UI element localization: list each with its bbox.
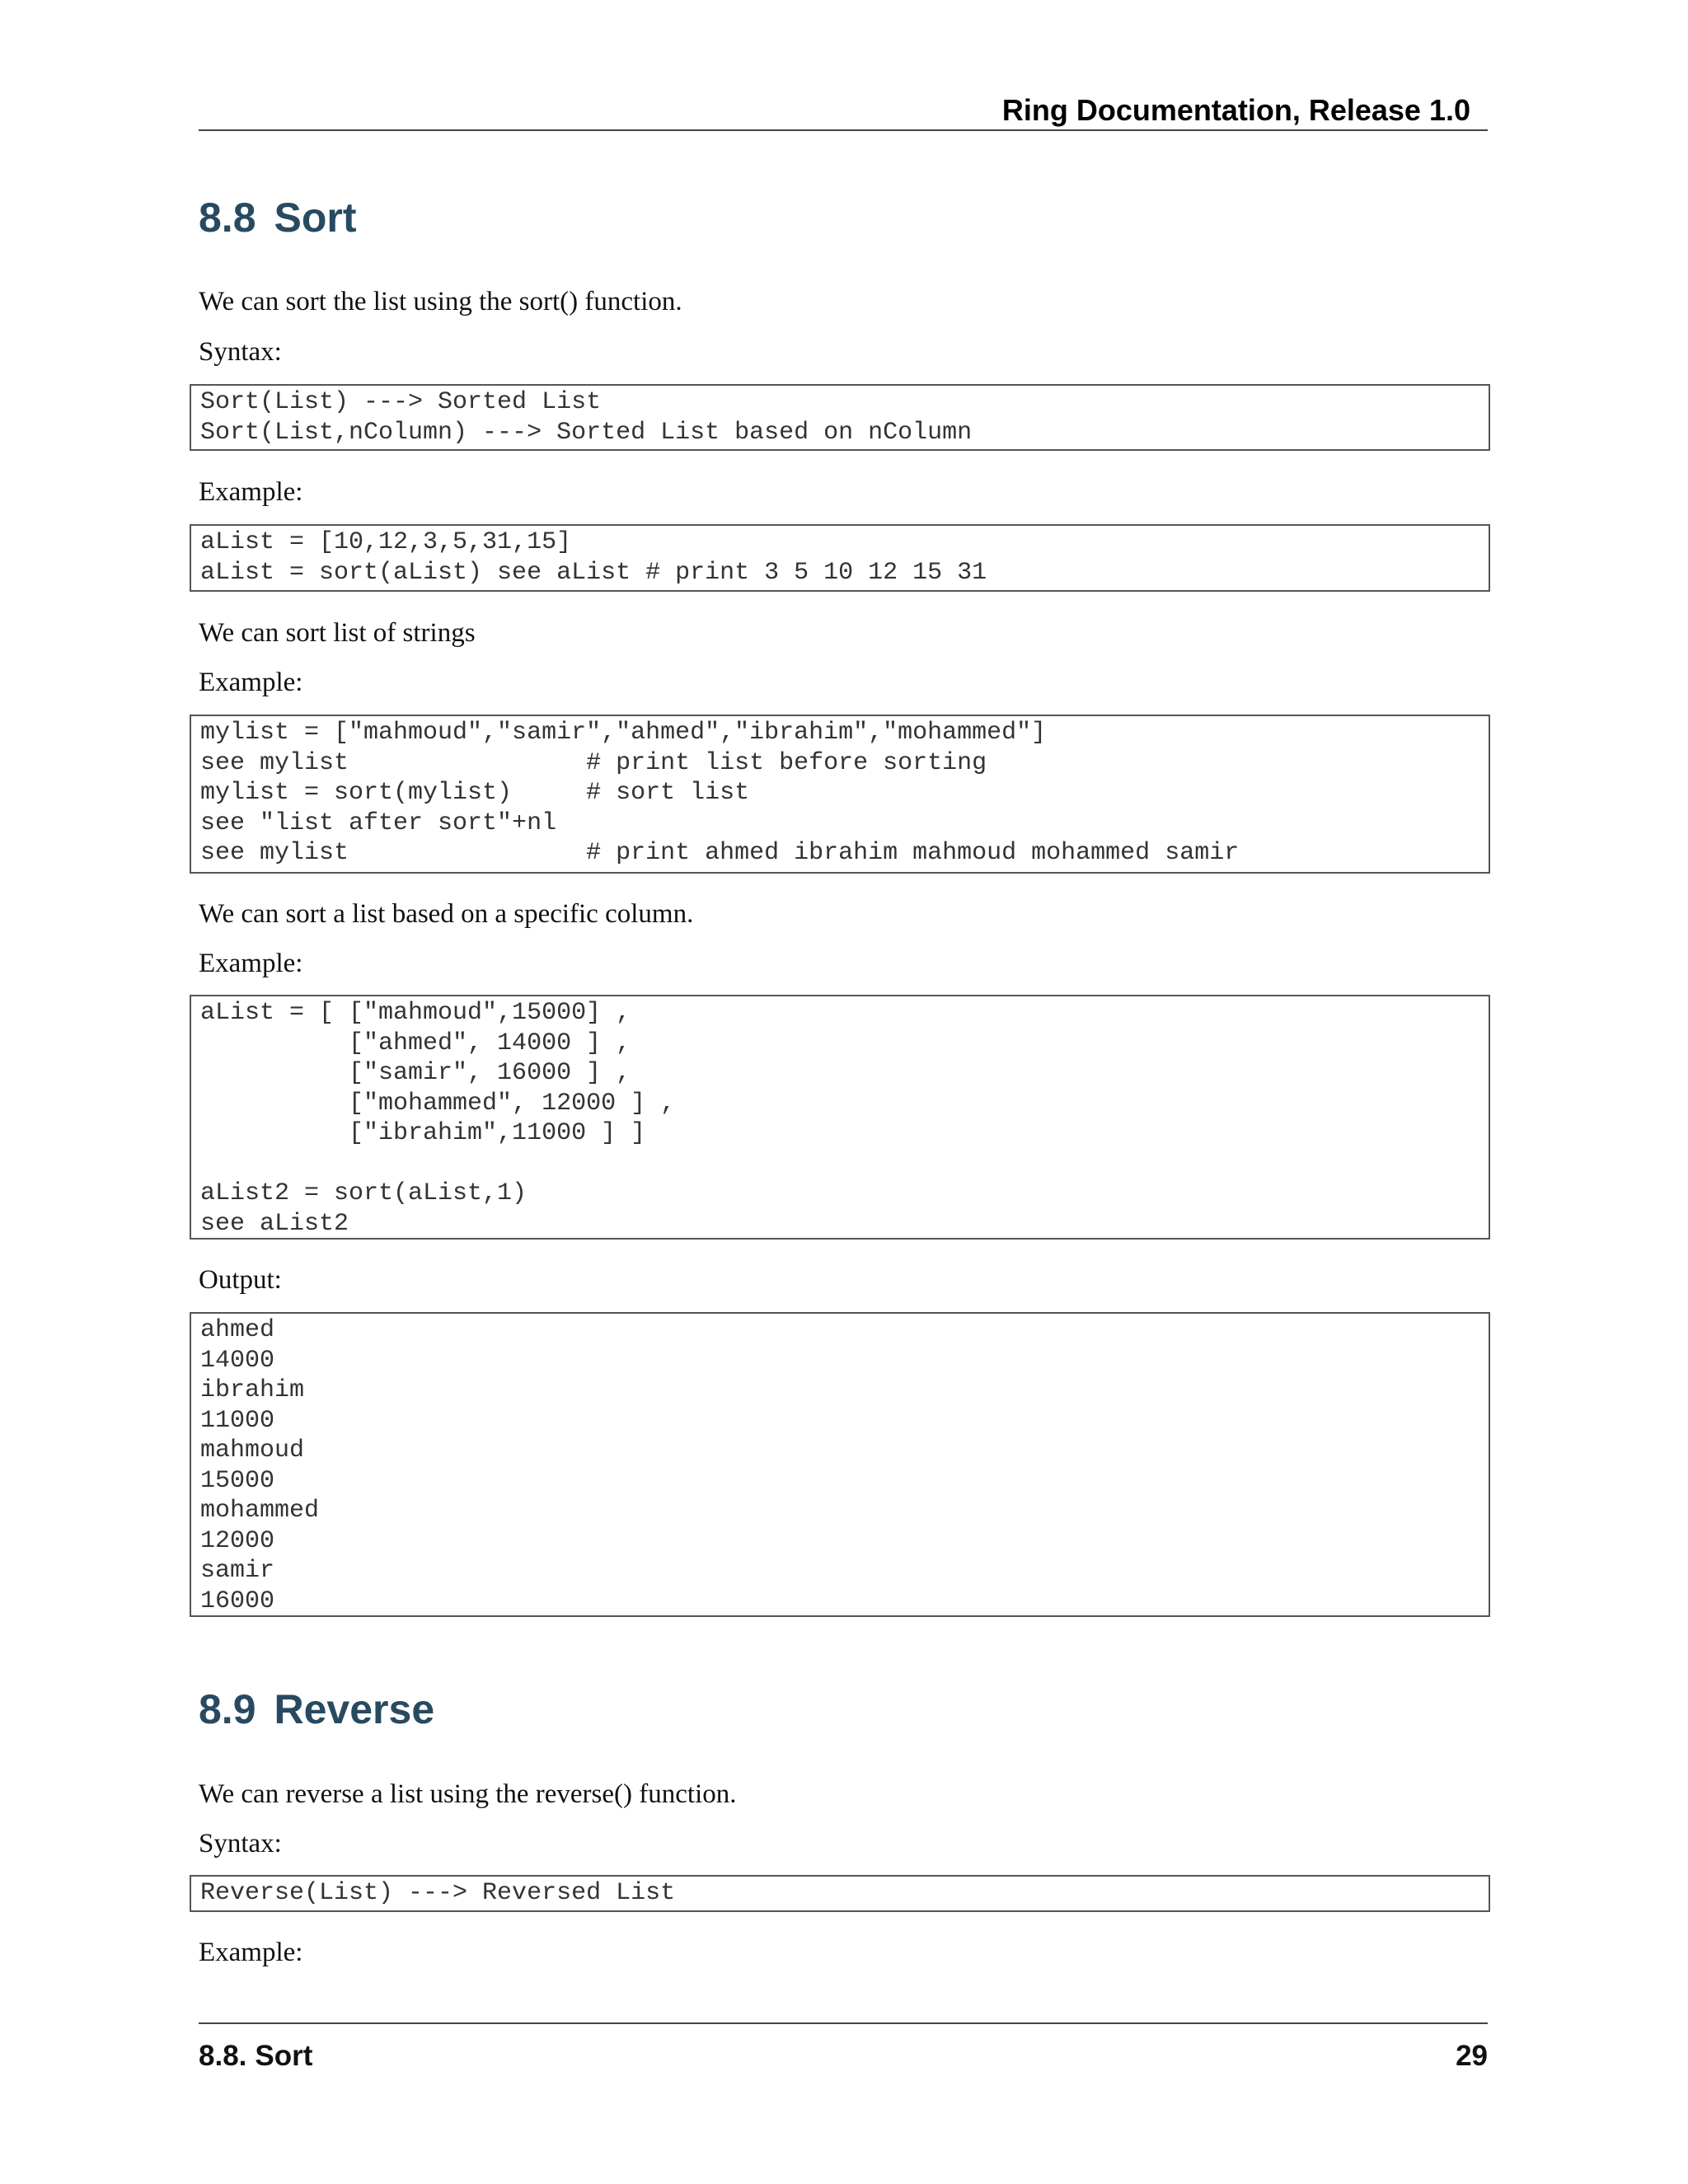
example-label: Example: [199, 1938, 303, 1967]
output-label: Output: [199, 1265, 282, 1295]
section-title: Sort [274, 194, 357, 241]
sort-strings-text: We can sort list of strings [199, 618, 476, 648]
syntax-label: Syntax: [199, 1829, 282, 1858]
sort-column-code-block: aList = [ ["mahmoud",15000] , ["ahmed", 14000 ] , ["samir", 16000 ] , ["mohammed", 12000 ] , ["ibrahim",11000 ] ] aList2 = sort(aList,1) see aList2 [190, 995, 1490, 1240]
example-label: Example: [199, 668, 303, 697]
syntax-label: Syntax: [199, 337, 282, 367]
header-title: Ring Documentation, Release 1.0 [1001, 93, 1470, 127]
example-label: Example: [199, 949, 303, 978]
footer-section-title: Sort [255, 2040, 313, 2072]
footer-section [199, 2039, 312, 2074]
sort-column-text: We can sort a list based on a specific column. [199, 899, 694, 929]
footer-section-number: 8.8. [199, 2040, 247, 2072]
section-number: 8.9 [199, 1686, 256, 1732]
footer-rule [199, 2022, 1488, 2024]
example-label: Example: [199, 477, 303, 507]
reverse-syntax-code-block: Reverse(List) ---> Reversed List [190, 1875, 1490, 1912]
page-number: 29 [1456, 2040, 1488, 2072]
section-heading-sort [199, 193, 357, 242]
sort-output-code-block: ahmed 14000 ibrahim 11000 mahmoud 15000 mohammed 12000 samir 16000 [190, 1312, 1490, 1617]
header-rule [199, 129, 1488, 131]
sort-intro-text: We can sort the list using the sort() function. [199, 287, 682, 316]
reverse-intro-text: We can reverse a list using the reverse() function. [199, 1779, 737, 1809]
section-number: 8.8 [199, 194, 256, 241]
sort-strings-code-block: mylist = ["mahmoud","samir","ahmed","ibrahim","mohammed"] see mylist # print list before sorting mylist = sort(mylist) # sort list see "list after sort"+nl see mylist # print ahmed ibrahim mahmoud mohammed samir [190, 715, 1490, 874]
sort-syntax-code-block: Sort(List) ---> Sorted List Sort(List,nColumn) ---> Sorted List based on nColumn [190, 384, 1490, 451]
section-heading-reverse [199, 1685, 434, 1734]
sort-example-code-block: aList = [10,12,3,5,31,15] aList = sort(aList) see aList # print 3 5 10 12 15 31 [190, 524, 1490, 592]
section-title: Reverse [274, 1686, 435, 1732]
